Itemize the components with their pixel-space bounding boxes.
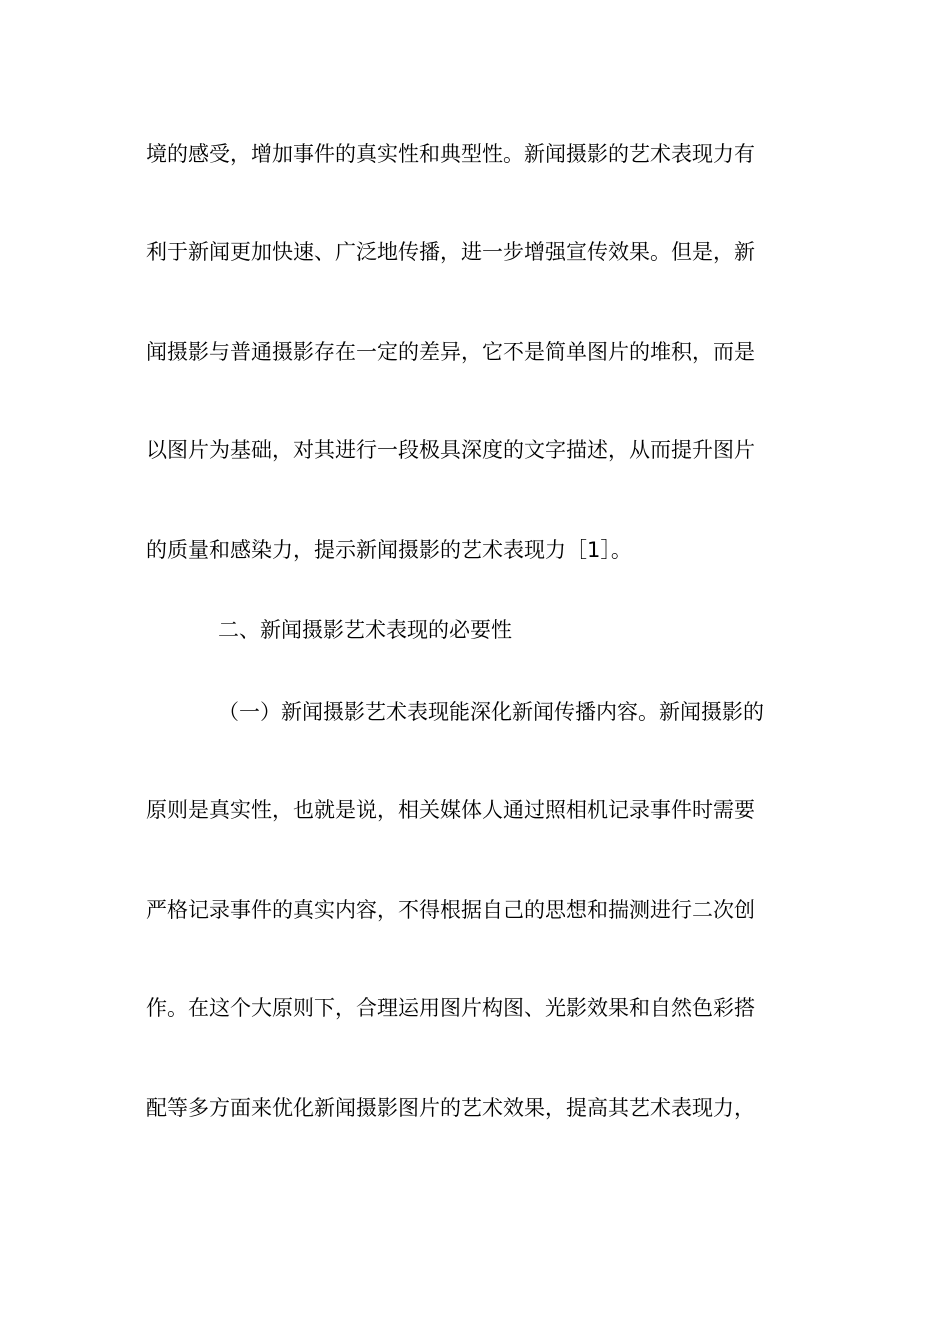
section-heading: 二、新闻摄影艺术表现的必要性 xyxy=(218,618,512,642)
paragraph-line: 闻摄影与普通摄影存在一定的差异，它不是简单图片的堆积，而是 xyxy=(146,340,755,364)
paragraph-line: 的质量和感染力，提示新闻摄影的艺术表现力［1］。 xyxy=(146,538,632,562)
paragraph-line: 作。在这个大原则下，合理运用图片构图、光影效果和自然色彩搭 xyxy=(146,996,755,1020)
paragraph-line: 原则是真实性，也就是说，相关媒体人通过照相机记录事件时需要 xyxy=(146,798,755,822)
paragraph-line: 境的感受，增加事件的真实性和典型性。新闻摄影的艺术表现力有 xyxy=(146,142,755,166)
paragraph-line: 严格记录事件的真实内容，不得根据自己的思想和揣测进行二次创 xyxy=(146,898,755,922)
subsection-first-line: （一）新闻摄影艺术表现能深化新闻传播内容。新闻摄影的 xyxy=(218,700,764,724)
paragraph-line: 利于新闻更加快速、广泛地传播，进一步增强宣传效果。但是，新 xyxy=(146,240,755,264)
paragraph-line: 配等多方面来优化新闻摄影图片的艺术效果，提高其艺术表现力， xyxy=(146,1096,755,1120)
paragraph-line: 以图片为基础，对其进行一段极具深度的文字描述，从而提升图片 xyxy=(146,438,755,462)
